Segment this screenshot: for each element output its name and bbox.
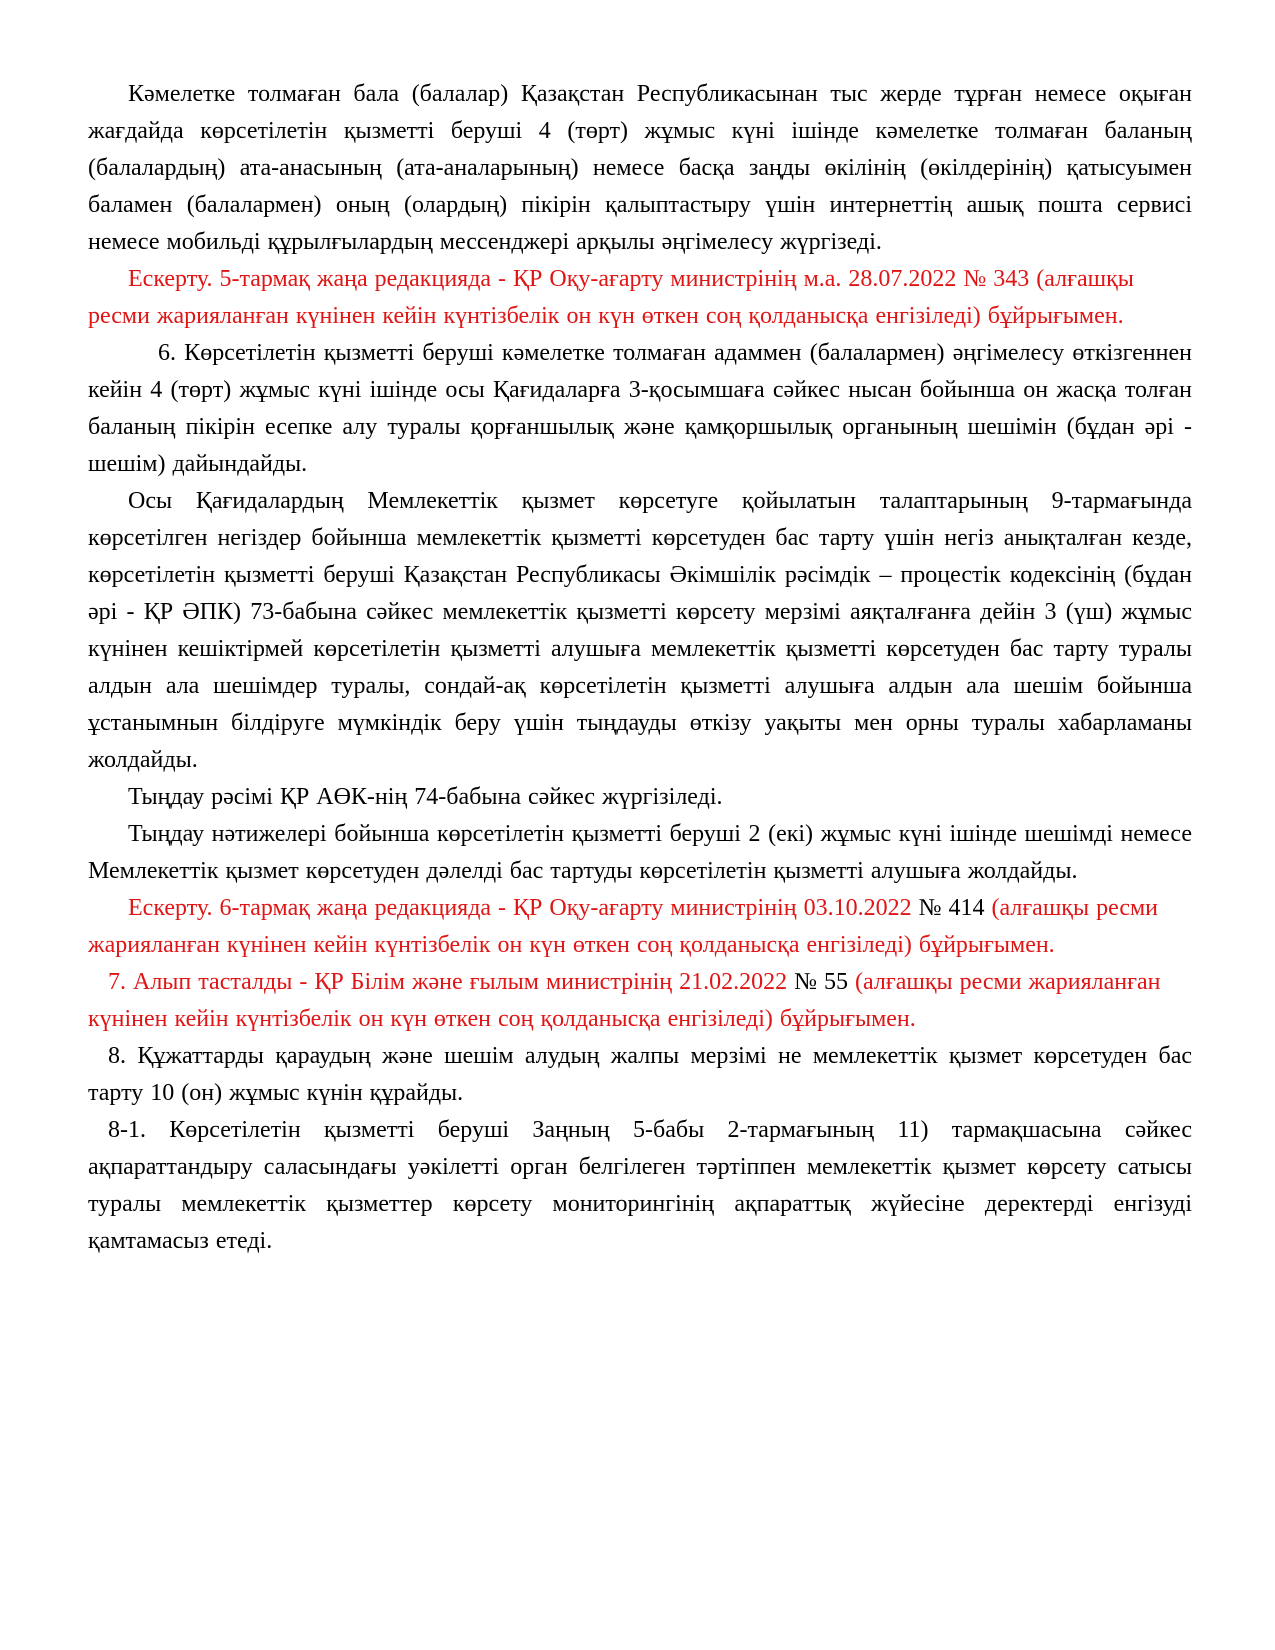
text-run: (алғашқы ресми жарияланған күнінен кейін күнтізбелік он күн өткен соң қолданысқа енгізіледі) бұйрығымен. bbox=[88, 969, 1161, 1032]
text-run: № 414 bbox=[918, 895, 985, 921]
text-run: 7. Алып тасталды - ҚР Білім және ғылым министрінің 21.02.2022 bbox=[108, 969, 795, 995]
text-run: Тыңдау нәтижелері бойынша көрсетілетін қызметті беруші 2 (екі) жұмыс күні ішінде шешімді немесе Мемлекеттік қызмет көрсетуден дәлелді бас тартуды көрсетілетін қызметті алушыға жолдайды. bbox=[88, 821, 1192, 884]
text-run: № 55 bbox=[794, 969, 849, 995]
body-paragraph bbox=[88, 1038, 1192, 1112]
text-run: 8. Құжаттарды қараудың және шешім алудың жалпы мерзімі не мемлекеттік қызмет көрсетуден бас тарту 10 (он) жұмыс күнін құрайды. bbox=[88, 1043, 1192, 1106]
amendment-note-paragraph bbox=[88, 261, 1192, 335]
body-paragraph bbox=[88, 335, 1192, 483]
body-paragraph bbox=[88, 1112, 1192, 1260]
amendment-note-paragraph bbox=[88, 964, 1192, 1038]
document-content bbox=[88, 76, 1192, 1260]
text-run: Кәмелетке толмаған бала (балалар) Қазақстан Республикасынан тыс жерде тұрған немесе оқыған жағдайда көрсетілетін қызметті беруші 4 (төрт) жұмыс күні ішінде кәмелетке толмаған баланың (балалардың) ата-анасының (ата-аналарының) немесе басқа заңды өкілінің (өкілдерінің) қатысуымен баламен (балалармен) оның (олардың) пікірін қалыптастыру үшін интернеттің ашық пошта сервисі немесе мобильді құрылғылардың мессенджері арқылы әңгімелесу жүргізеді. bbox=[88, 81, 1192, 255]
body-paragraph bbox=[88, 483, 1192, 779]
body-paragraph bbox=[88, 779, 1192, 816]
amendment-note-paragraph bbox=[88, 890, 1192, 964]
text-run: 8-1. Көрсетілетін қызметті беруші Заңның 5-бабы 2-тармағының 11) тармақшасына сәйкес ақпараттандыру саласындағы уәкілетті орган белгілеген тәртіппен мемлекеттік қызмет көрсету сатысы туралы мемлекеттік қызметтер көрсету мониторингінің ақпараттық жүйесіне деректерді енгізуді қамтамасыз етеді. bbox=[88, 1117, 1192, 1254]
body-paragraph bbox=[88, 816, 1192, 890]
text-run: Ескерту. 5-тармақ жаңа редакцияда - ҚР Оқу-ағарту министрінің м.а. 28.07.2022 № 343 (алғашқы ресми жарияланған күнінен кейін күнтізбелік он күн өткен соң қолданысқа енгізіледі) бұйрығымен. bbox=[88, 266, 1134, 329]
text-run: Осы Қағидалардың Мемлекеттік қызмет көрсетуге қойылатын талаптарының 9-тармағында көрсетілген негіздер бойынша мемлекеттік қызметті көрсетуден бас тарту үшін негіз анықталған кезде, көрсетілетін қызметті беруші Қазақстан Республикасы Әкімшілік рәсімдік – процестік кодексінің (бұдан әрі - ҚР ӘПК) 73-бабына сәйкес мемлекеттік қызметті көрсету мерзімі аяқталғанға дейін 3 (үш) жұмыс күнінен кешіктірмей көрсетілетін қызметті алушыға мемлекеттік қызметті көрсетуден бас тарту туралы алдын ала шешімдер туралы, сондай-ақ көрсетілетін қызметті алушыға алдын ала шешім бойынша ұстанымнын білдіруге мүмкіндік беру үшін тыңдауды өткізу уақыты мен орны туралы хабарламаны жолдайды. bbox=[88, 488, 1192, 773]
text-run: (алғашқы ресми жарияланған күнінен кейін күнтізбелік он күн өткен соң қолданысқа енгізіледі) бұйрығымен. bbox=[88, 895, 1159, 958]
body-paragraph bbox=[88, 76, 1192, 261]
text-run: Тыңдау рәсімі ҚР АӨК-нің 74-бабына сәйкес жүргізіледі. bbox=[128, 784, 723, 810]
text-run: 6. Көрсетілетін қызметті беруші кәмелетке толмаған адаммен (балалармен) әңгімелесу өткізгеннен кейін 4 (төрт) жұмыс күні ішінде осы Қағидаларға 3-қосымшаға сәйкес нысан бойынша он жасқа толған баланың пікірін есепке алу туралы қорғаншылық және қамқоршылық органының шешімін (бұдан әрі - шешім) дайындайды. bbox=[88, 340, 1192, 477]
text-run: Ескерту. 6-тармақ жаңа редакцияда - ҚР Оқу-ағарту министрінің 03.10.2022 bbox=[128, 895, 919, 921]
